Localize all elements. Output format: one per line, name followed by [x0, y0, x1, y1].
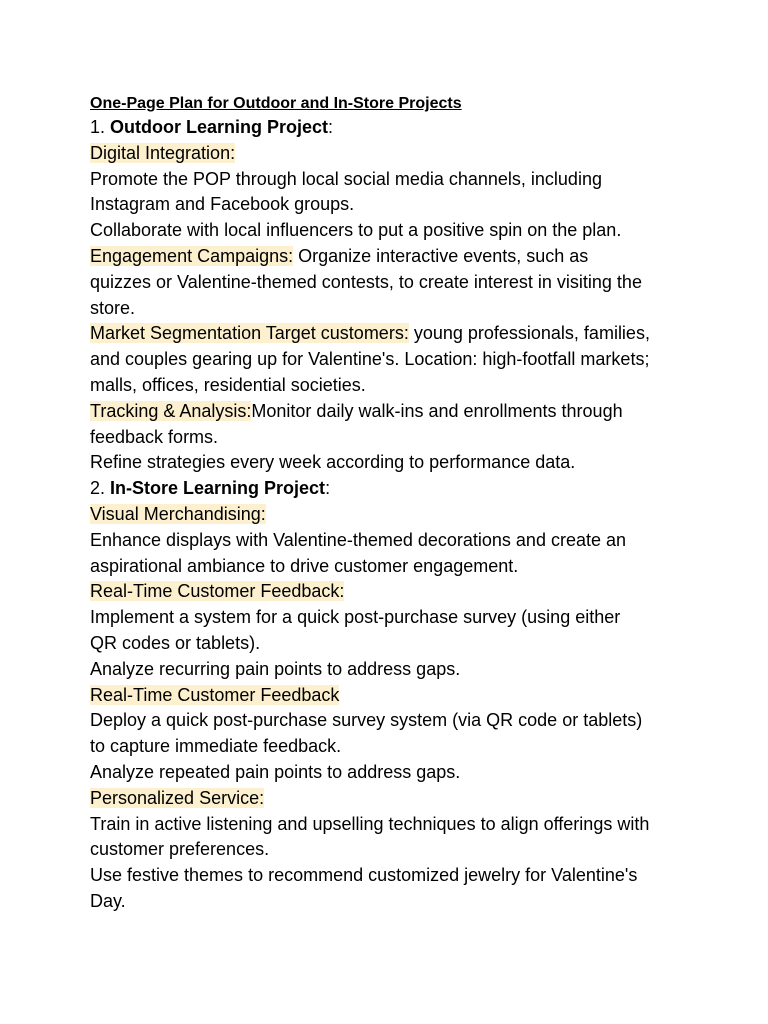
engagement-text-3: store.	[90, 297, 136, 318]
tracking-text-2: feedback forms.	[90, 426, 219, 447]
visual-text-2: aspirational ambiance to drive customer engagement.	[90, 555, 519, 576]
digital-integration-label: Digital Integration:	[90, 142, 236, 163]
digital-integration-line	[90, 141, 690, 167]
segmentation-line-1	[90, 321, 690, 347]
document-page	[90, 93, 690, 915]
engagement-line-1	[90, 244, 690, 270]
digital-integration-text-2: Instagram and Facebook groups.	[90, 194, 355, 215]
feedback-2-text-3: Analyze repeated pain points to address gaps.	[90, 761, 461, 782]
refine-text: Refine strategies every week according to performance data.	[90, 452, 576, 473]
document-title: One-Page Plan for Outdoor and In-Store Projects	[90, 95, 462, 112]
section-2-number: 2.	[90, 478, 111, 499]
section-1-heading: Outdoor Learning Project	[110, 117, 329, 137]
section-2-heading: In-Store Learning Project	[110, 478, 326, 499]
tracking-text-1: Monitor daily walk-ins and enrollments through	[251, 400, 623, 421]
personalized-service-label: Personalized Service:	[90, 787, 265, 808]
visual-text-1: Enhance displays with Valentine-themed decorations and create an	[90, 529, 627, 550]
engagement-text-2: quizzes or Valentine-themed contests, to create interest in visiting the	[90, 271, 642, 292]
feedback-2-text-2: to capture immediate feedback.	[90, 736, 342, 757]
personalized-service-line	[90, 786, 690, 812]
visual-merchandising-line	[90, 502, 690, 528]
feedback-2-text-1: Deploy a quick post-purchase survey system (via QR code or tablets)	[90, 710, 643, 731]
section-1-number: 1.	[90, 117, 111, 137]
section-1-heading-line	[90, 115, 690, 141]
feedback-1-text-3: Analyze recurring pain points to address gaps.	[90, 658, 461, 679]
personalized-text-1: Train in active listening and upselling techniques to align offerings with	[90, 813, 650, 834]
visual-merchandising-label: Visual Merchandising:	[90, 503, 266, 524]
personalized-text-2: customer preferences.	[90, 839, 270, 860]
feedback-1-line	[90, 579, 690, 605]
personalized-text-4: Day.	[90, 890, 126, 911]
market-segmentation-label: Market Segmentation Target customers:	[90, 323, 409, 344]
influencer-text: Collaborate with local influencers to put a positive spin on the plan.	[90, 220, 622, 241]
feedback-2-line	[90, 683, 690, 709]
section-1-colon: :	[328, 117, 334, 137]
feedback-1-text-1: Implement a system for a quick post-purchase survey (using either	[90, 607, 621, 628]
tracking-analysis-label: Tracking & Analysis:	[90, 400, 252, 421]
segmentation-text-1: young professionals, families,	[408, 323, 650, 344]
digital-integration-text-1: Promote the POP through local social media channels, including	[90, 168, 602, 189]
personalized-text-3: Use festive themes to recommend customized jewelry for Valentine's	[90, 865, 638, 886]
section-2-heading-line	[90, 476, 690, 502]
feedback-1-text-2: QR codes or tablets).	[90, 632, 261, 653]
tracking-line-1	[90, 399, 690, 425]
customer-feedback-label-1: Real-Time Customer Feedback:	[90, 581, 345, 602]
engagement-campaigns-label: Engagement Campaigns:	[90, 245, 294, 266]
segmentation-text-3: malls, offices, residential societies.	[90, 374, 366, 395]
customer-feedback-label-2: Real-Time Customer Feedback	[90, 684, 340, 705]
engagement-text-1: Organize interactive events, such as	[293, 245, 589, 266]
section-2-colon: :	[325, 478, 331, 499]
segmentation-text-2: and couples gearing up for Valentine's. Location: high-footfall markets;	[90, 349, 650, 370]
